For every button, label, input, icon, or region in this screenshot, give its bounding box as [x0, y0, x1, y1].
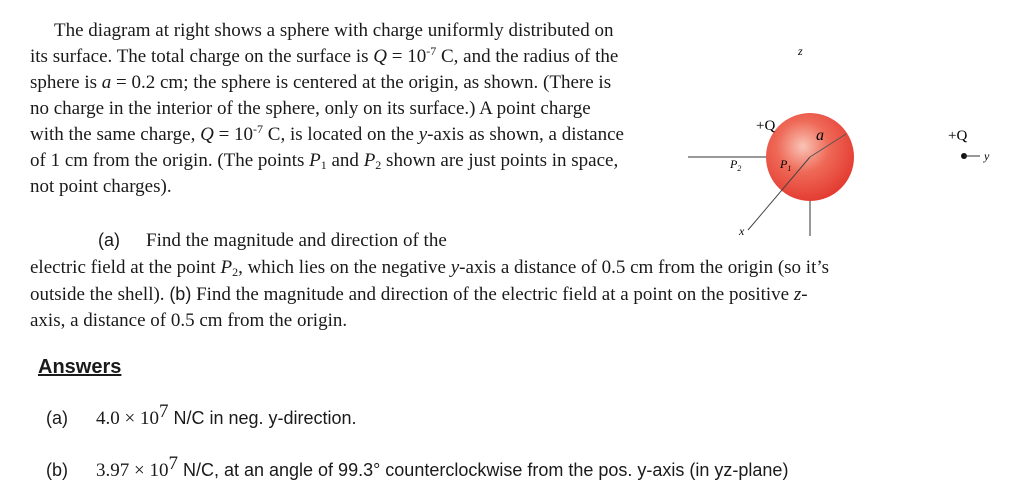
sphere-charge-label: +Q	[756, 118, 776, 134]
intro-line-4: no charge in the interior of the sphere, only on its surface.) A point charge	[30, 98, 591, 119]
point-charge-label: +Q	[948, 128, 968, 144]
z-axis-label: z	[798, 44, 803, 58]
intro-line-6: of 1 cm from the origin. (The points $P_1$ and $P_2$ shown are just points in space,	[30, 150, 619, 172]
x-axis-label: x	[739, 224, 745, 238]
intro-line-3: sphere is a = 0.2 cm; the sphere is centered at the origin, as shown. (There is	[30, 72, 612, 93]
answer-b: (b) $3.97 \times 10^7$ N/C, at an angle of 99.3° counterclockwise from the pos. y-axis (in yz-plane)	[46, 453, 789, 481]
intro-line-7: not point charges).	[30, 176, 172, 197]
part-a-first-line: (a) Find the magnitude and direction of the	[98, 230, 447, 251]
sphere-diagram	[680, 30, 1024, 250]
part-a-body	[30, 255, 990, 334]
problem-intro	[30, 18, 680, 200]
answers-title: Answers	[38, 356, 122, 378]
part-a-label: (a)	[98, 230, 120, 250]
intro-line-1: The diagram at right shows a sphere with charge uniformly distributed on	[54, 20, 614, 41]
intro-line-2: its surface. The total charge on the surface is $Q = 10^{-7}$ C, and the radius of the	[30, 44, 619, 67]
part-a-line-4: axis, a distance of 0.5 cm from the origin.	[30, 310, 348, 331]
p2-label: $P_2$	[730, 157, 742, 173]
answer-a: (a) $4.0 \times 10^7$ N/C in neg. y-direction.	[46, 401, 357, 429]
part-a-line-3: outside the shell). (b) Find the magnitude and direction of the electric field at a point on the positive z-	[30, 284, 808, 305]
p1-label: $P_1$	[780, 157, 792, 173]
intro-line-5: with the same charge, $Q = 10^{-7}$ C, is located on the y-axis as shown, a distance	[30, 122, 624, 145]
answer-b-label: (b)	[46, 460, 68, 480]
answer-a-label: (a)	[46, 408, 68, 428]
part-b-label: (b)	[169, 284, 192, 304]
y-axis-label: y	[984, 149, 990, 163]
radius-label: a	[816, 127, 824, 144]
part-a-line-2: electric field at the point $P_2$, which lies on the negative y-axis a distance of 0.5 cm from the origin (so it’s	[30, 257, 830, 279]
